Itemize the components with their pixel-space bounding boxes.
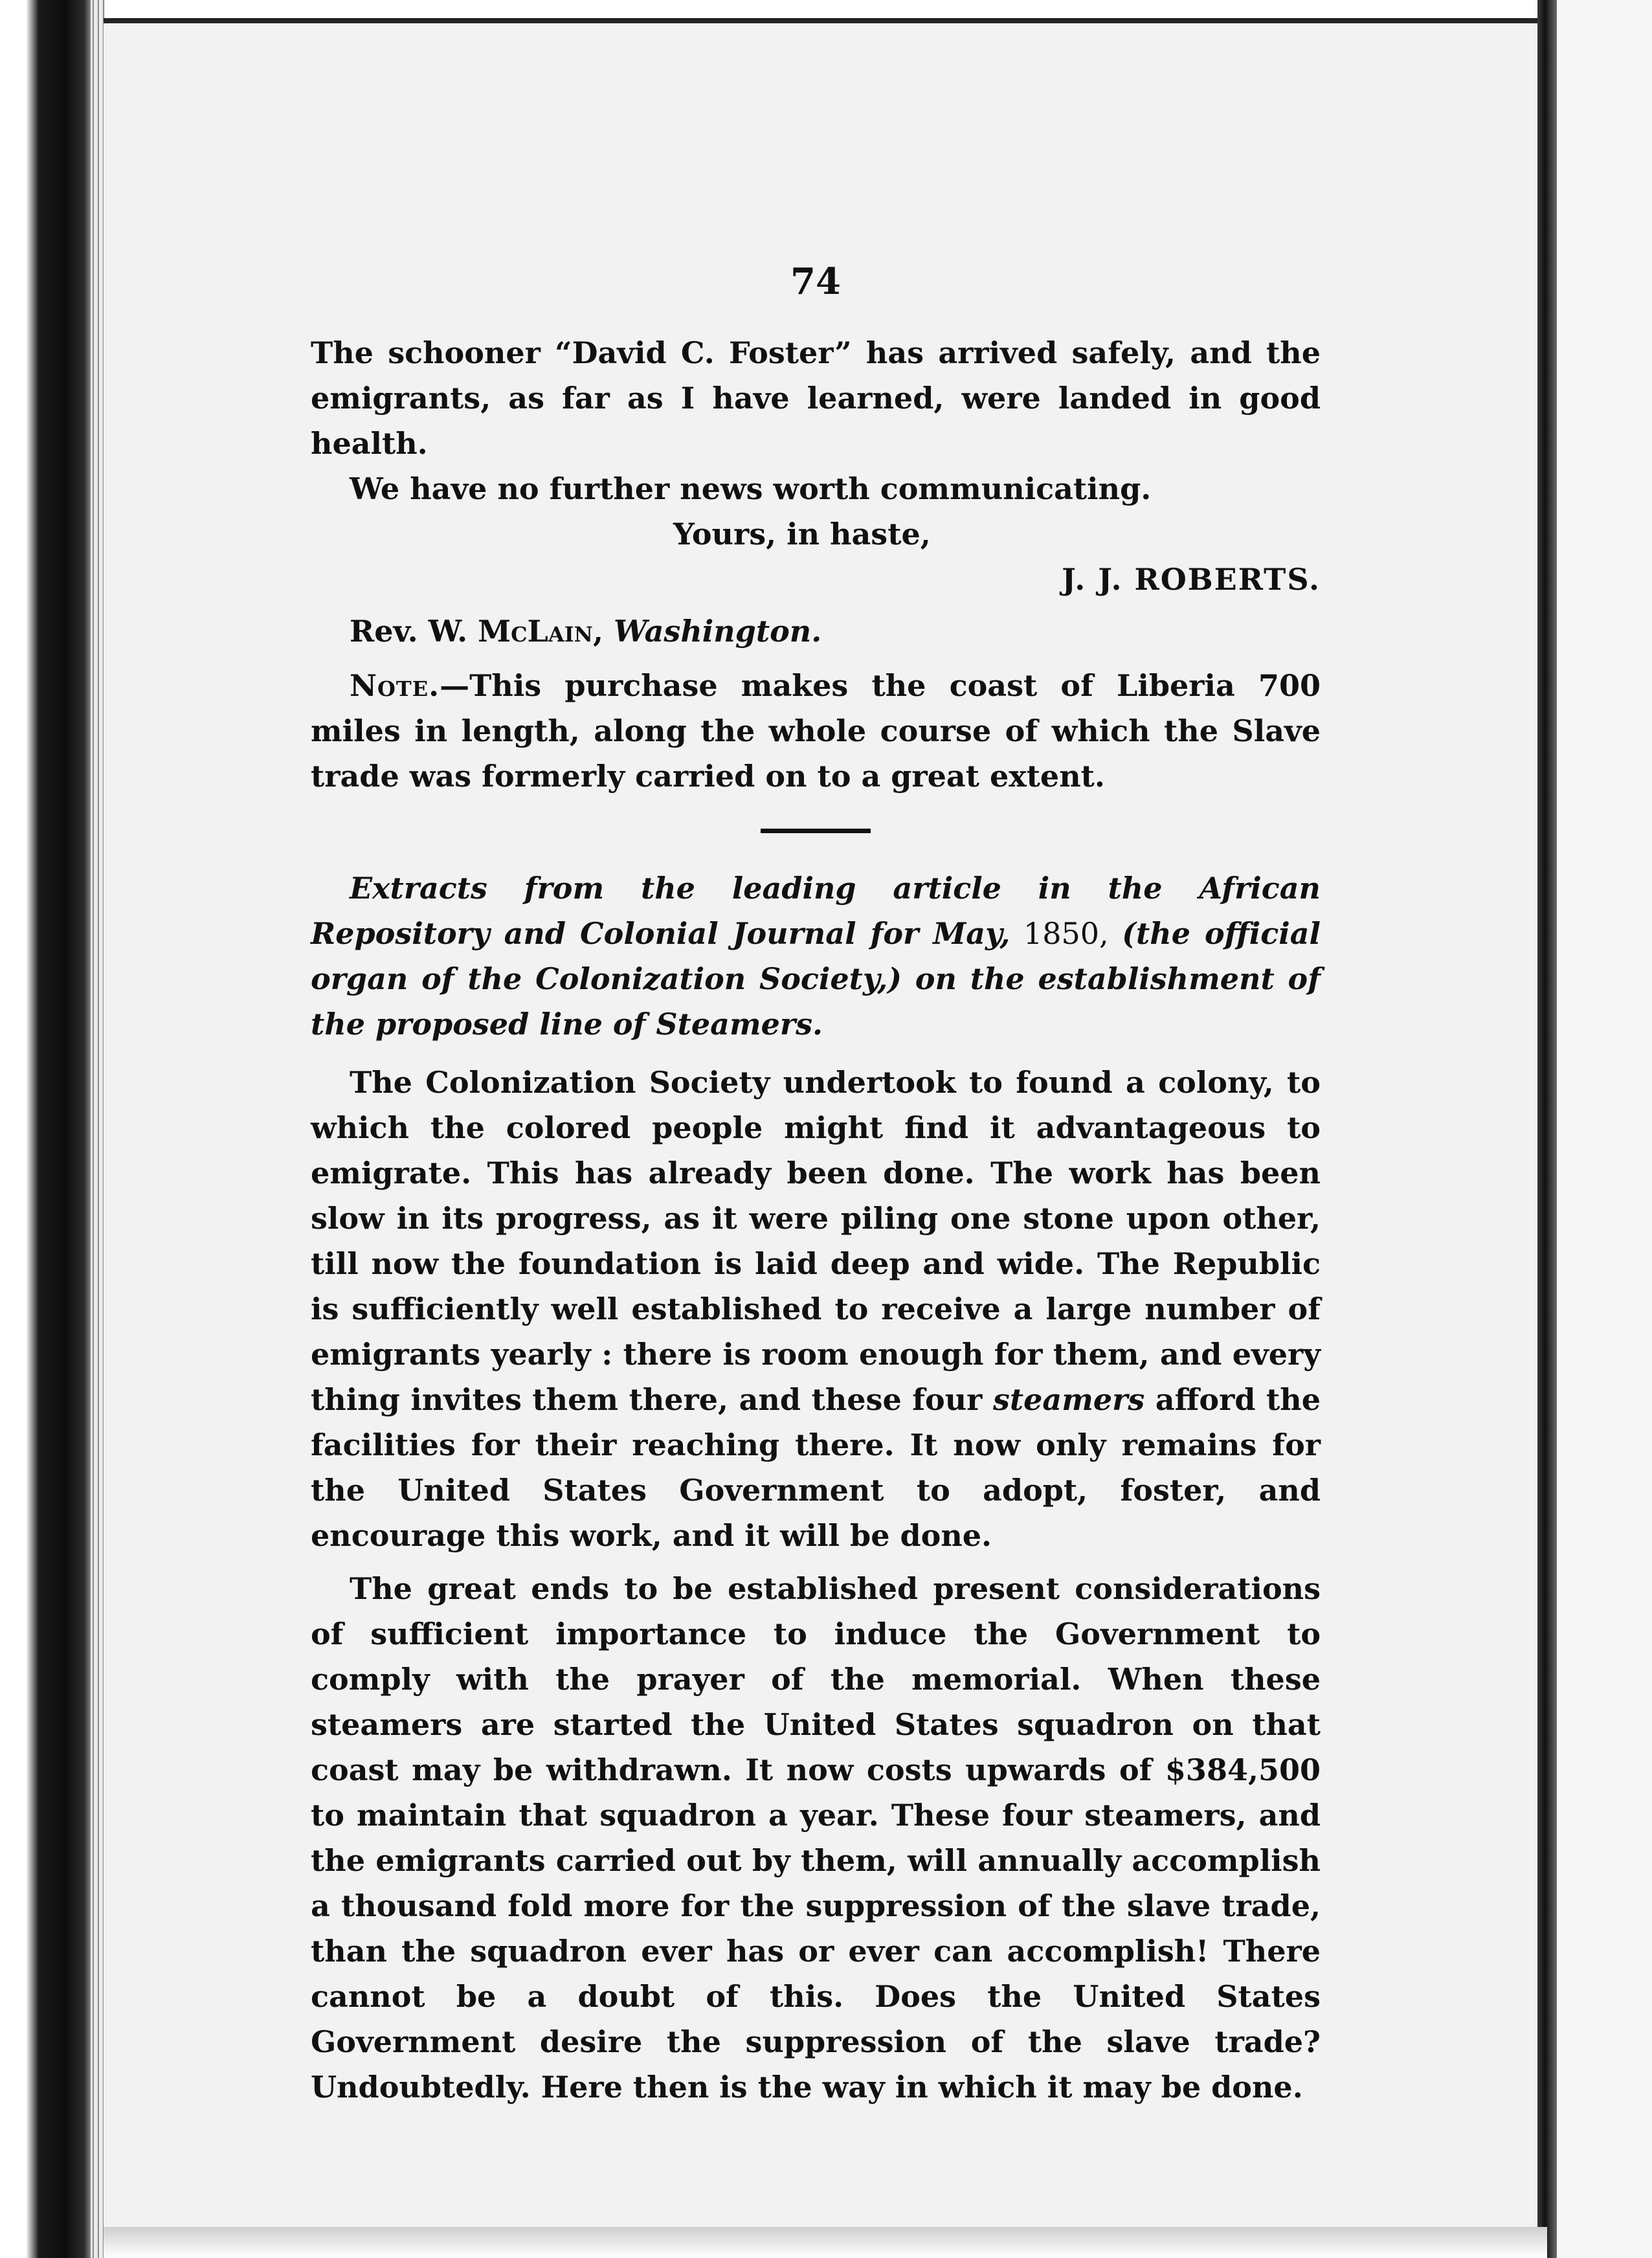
page-bottom-edge	[104, 2227, 1547, 2258]
addressee-place: Washington.	[613, 614, 822, 649]
letter-line-1: The schooner “David C. Foster” has arrived safely, and the emigrants, as far as I have learned, were landed in good health.	[311, 335, 1321, 461]
page-edges	[91, 0, 105, 2258]
paragraph-colonization	[311, 1060, 1321, 1558]
addressee-sep: ,	[592, 614, 614, 649]
extract-heading-part-1: Extracts from the leading article in the African Repository and Colonial Journal for May,	[311, 871, 1321, 951]
extract-heading	[311, 866, 1321, 1047]
addressee-name: McLain	[478, 614, 593, 649]
extract-heading-year: 1850,	[1010, 916, 1122, 951]
adjacent-page	[1557, 0, 1652, 2258]
book-spine	[0, 0, 97, 2258]
note-paragraph	[311, 663, 1321, 799]
letter-addressee	[311, 609, 1321, 654]
page-text	[311, 233, 1321, 2118]
addressee-prefix: Rev. W.	[350, 614, 478, 649]
letter-line-2: We have no further news worth communicating.	[350, 471, 1152, 506]
note-text: —This purchase makes the coast of Liberia 700 miles in length, along the whole course of which the Slave trade was formerly carried on to a great extent.	[311, 668, 1321, 794]
letter-closing: Yours, in haste,	[673, 517, 931, 552]
paragraph-1-part-1: The Colonization Society undertook to found a colony, to which the colored people might find it advantageous to emigrate. This has already been done. The work has been slow in its progress, as it were piling one stone upon other, till now the foundation is laid deep and wide. The Republic is sufficiently well established to receive a large number of emigrants yearly : there is room enough for them, and every thing invites them there, and these four	[311, 1065, 1321, 1417]
extract-heading-part-2: (the official organ of the Colonization Society,) on the establishment of the proposed line of Steamers.	[311, 916, 1321, 1042]
letter-signature: J. J. ROBERTS.	[1062, 562, 1321, 597]
gutter-shadow	[1537, 0, 1557, 2258]
paragraph-squadron: The great ends to be established present considerations of sufficient importance to induce the Government to comply with the prayer of the memorial. When these steamers are started the United States squadron on that coast may be withdrawn. It now costs upwards of $384,500 to maintain that squadron a year. These four steamers, and the emigrants carried out by them, will annually accomplish a thousand fold more for the suppression of the slave trade, than the squadron ever has or ever can accomplish! There cannot be a doubt of this. Does the United States Government desire the suppression of the slave trade? Undoubtedly. Here then is the way in which it may be done.	[311, 1571, 1321, 2105]
letter-body	[311, 330, 1321, 466]
note-label: Note.	[350, 668, 440, 703]
section-divider	[761, 829, 871, 833]
paragraph-1-italic: steamers	[992, 1382, 1145, 1417]
page-number: 74	[790, 260, 841, 303]
paragraph-1-part-2: afford the facilities for their reaching there. It now only remains for the United States Government to adopt, foster, and encourage this work, and it will be done.	[311, 1382, 1321, 1553]
